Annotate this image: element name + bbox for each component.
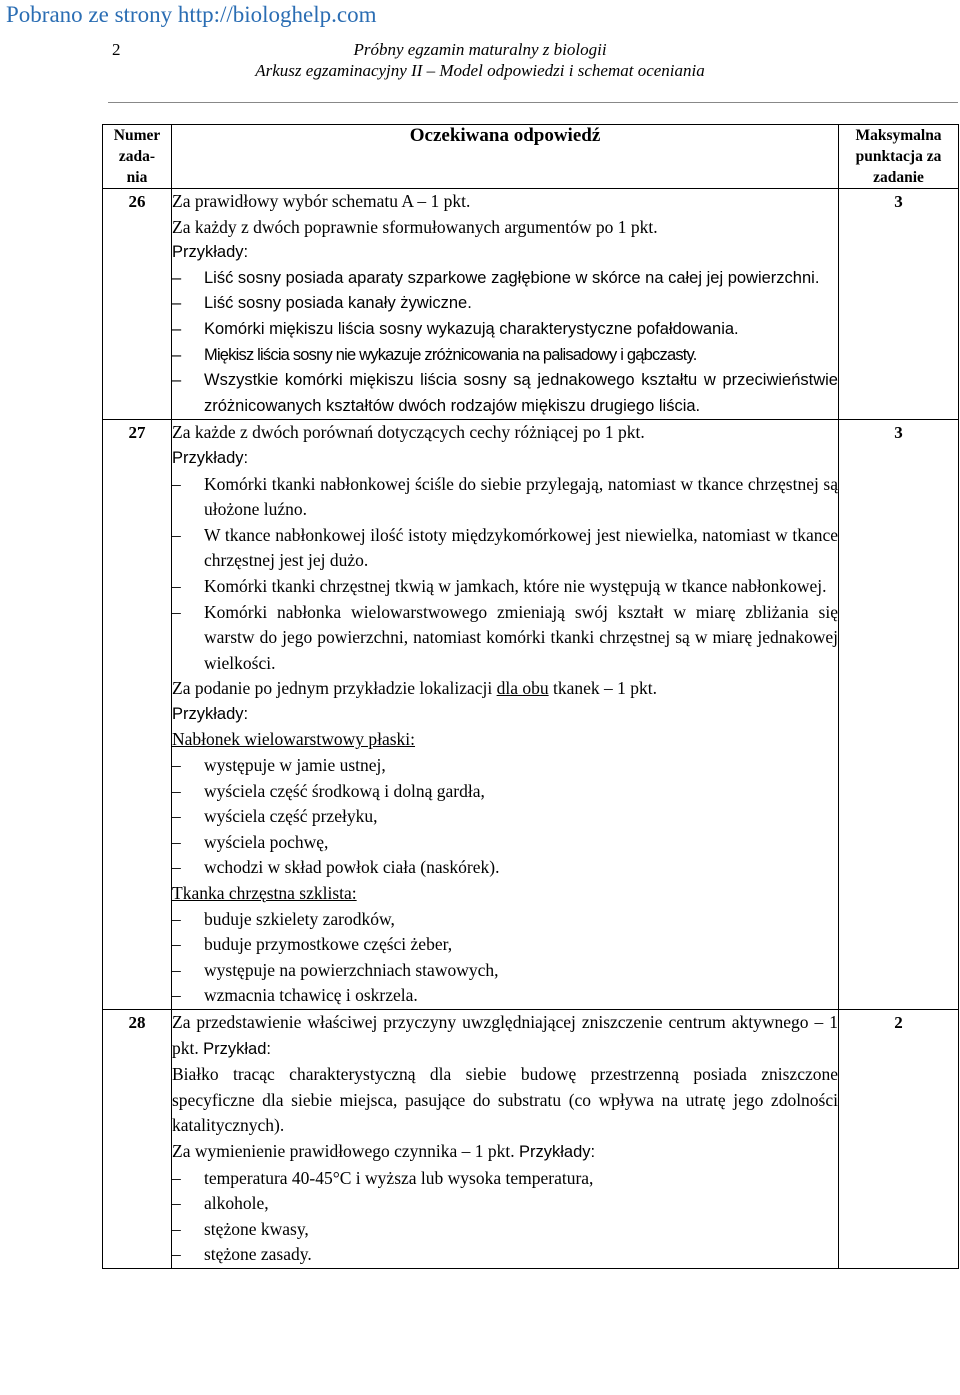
task-answer-26: Za prawidłowy wybór schematu A – 1 pkt. Za każdy z dwóch poprawnie sformułowanych argumentów po 1 pkt. Przykłady: – Liść sosny posiada aparaty szparkowe zagłębione w skórce na całej jej powierzchni. – Liść sosny posiada kanały żywiczne. – Komórki miękiszu liścia sosny wykazują charakterystyczne pofałdowania. – Miękisz liścia sosny nie wykazuje zróżnicowania na palisadowy i gąbczasty. – Wszystkie komórki miękiszu liścia sosny są jednakowego kształtu w przeciwieństwie zróżnicowanych kształtów dwóch rodzajów miękiszu drugiego liścia. <box>172 189 839 420</box>
table-header-row <box>103 125 959 189</box>
task-answer-28: Za przedstawienie właściwej przyczyny uwzględniającej zniszczenie centrum aktywnego – 1 pkt. Przykład: Białko tracąc charakterystyczną dla siebie budowę przestrzenną posiada zniszczone specyficzne dla siebie miejsca, pasujące do substratu (co wpływa na utratę jego zdolności katalitycznych). Za wymienienie prawidłowego czynnika – 1 pkt. Przykłady: – temperatura 40-45°C i wyższa lub wysoka temperatura, – alkohole, – stężone kwasy, – stężone zasady. <box>172 1010 839 1269</box>
table-row-28 <box>103 1010 959 1269</box>
list-item: – wchodzi w skład powłok ciała (naskórek). <box>172 857 500 878</box>
table-row-27 <box>103 420 959 1010</box>
list-item: – Liść sosny posiada kanały żywiczne. <box>172 294 472 313</box>
list-item: – Komórki miękiszu liścia sosny wykazują charakterystyczne pofałdowania. <box>172 319 739 338</box>
list-item: – alkohole, <box>172 1193 269 1214</box>
task-points: 3 <box>839 420 959 1010</box>
group-title: Nabłonek wielowarstwowy płaski: <box>172 729 416 750</box>
list-item: – Komórki tkanki nabłonkowej ściśle do siebie przylegają, natomiast w tkance chrzęstnej są ułożone luźno. <box>172 473 838 520</box>
header-expected-answer: Oczekiwana odpowiedź <box>172 125 839 189</box>
task-number: 27 <box>103 420 172 1010</box>
header-subtitle: Arkusz egzaminacyjny II – Model odpowiedzi i schemat oceniania <box>255 61 705 80</box>
table-row-26 <box>103 189 959 420</box>
list-item: – występuje w jamie ustnej, <box>172 755 386 776</box>
list-item: – buduje szkielety zarodków, <box>172 908 395 929</box>
list-item: – stężone zasady. <box>172 1244 312 1265</box>
list-item: – występuje na powierzchniach stawowych, <box>172 959 499 980</box>
list-item: – buduje przymostkowe części żeber, <box>172 934 453 955</box>
watermark-link[interactable]: Pobrano ze strony http://biologhelp.com <box>6 2 377 27</box>
header-divider <box>108 102 958 103</box>
header-max-points: Maksymalna punktacja za zadanie <box>839 125 959 189</box>
answer-key-table <box>102 124 959 1269</box>
list-item: – Liść sosny posiada aparaty szparkowe zagłębione w skórce na całej jej powierzchni. <box>172 268 820 287</box>
list-item: – wyściela część przełyku, <box>172 806 378 827</box>
list-item: – Komórki nabłonka wielowarstwowego zmieniają swój kształt w miarę zbliżania się warstw do jego powierzchni, natomiast komórki tkanki chrzęstnej są w miarę jednakowej wielkości. <box>172 601 838 673</box>
list-item: – Komórki tkanki chrzęstnej tkwią w jamkach, które nie występują w tkance nabłonkowej. <box>172 575 827 596</box>
page-number: 2 <box>112 40 121 59</box>
location-instruction: Za podanie po jednym przykładzie lokalizacji dla obu tkanek – 1 pkt. <box>172 678 658 699</box>
list-item: – stężone kwasy, <box>172 1218 309 1239</box>
task-number: 26 <box>103 189 172 420</box>
list-item: – wyściela pochwę, <box>172 831 329 852</box>
list-item: – temperatura 40-45°C i wyższa lub wysoka temperatura, <box>172 1167 594 1188</box>
task-number: 28 <box>103 1010 172 1269</box>
list-item: – Wszystkie komórki miękiszu liścia sosny są jednakowego kształtu w przeciwieństwie zróżnicowanych kształtów dwóch rodzajów miękiszu drugiego liścia. <box>172 371 838 415</box>
list-item: – wyściela część środkową i dolną gardła, <box>172 780 485 801</box>
list-item: – Miękisz liścia sosny nie wykazuje zróżnicowania na palisadowy i gąbczasty. <box>172 345 697 364</box>
header-title: Próbny egzamin maturalny z biologii <box>353 40 607 59</box>
task-answer-27: Za każde z dwóch porównań dotyczących cechy różniącej po 1 pkt. Przykłady: – Komórki tkanki nabłonkowej ściśle do siebie przylegają, natomiast w tkance chrzęstnej są ułożone luźno. – W tkance nabłonkowej ilość istoty międzykomórkowej jest niewielka, natomiast w tkance chrzęstnej jest jej dużo. – Komórki tkanki chrzęstnej tkwią w jamkach, które nie występują w tkance nabłonkowej. – Komórki nabłonka wielowarstwowego zmieniają swój kształt w miarę zbliżania się warstw do jego powierzchni, natomiast komórki tkanki chrzęstnej są w miarę jednakowej wielkości. Za podanie po jednym przykładzie lokalizacji dla obu tkanek – 1 pkt. Przykłady: Nabłonek wielowarstwowy płaski: – występuje w jamie ustnej, – wyściela część środkową i dolną gardła, – wyściela część przełyku, – wyściela pochwę, – wchodzi w skład powłok ciała (naskórek). Tkanka chrzęstna szklista: – buduje szkielety zarodków, – buduje przymostkowe części żeber, – występuje na powierzchniach stawowych, – wzmacnia tchawicę i oskrzela. <box>172 420 839 1010</box>
task-points: 3 <box>839 189 959 420</box>
task-points: 2 <box>839 1010 959 1269</box>
header-task-number: Numer zada- nia <box>103 125 172 189</box>
list-item: – W tkance nabłonkowej ilość istoty międzykomórkowej jest niewielka, natomiast w tkance chrzęstnej jest jej dużo. <box>172 524 838 571</box>
list-item: – wzmacnia tchawicę i oskrzela. <box>172 985 418 1006</box>
group-title: Tkanka chrzęstna szklista: <box>172 883 357 904</box>
